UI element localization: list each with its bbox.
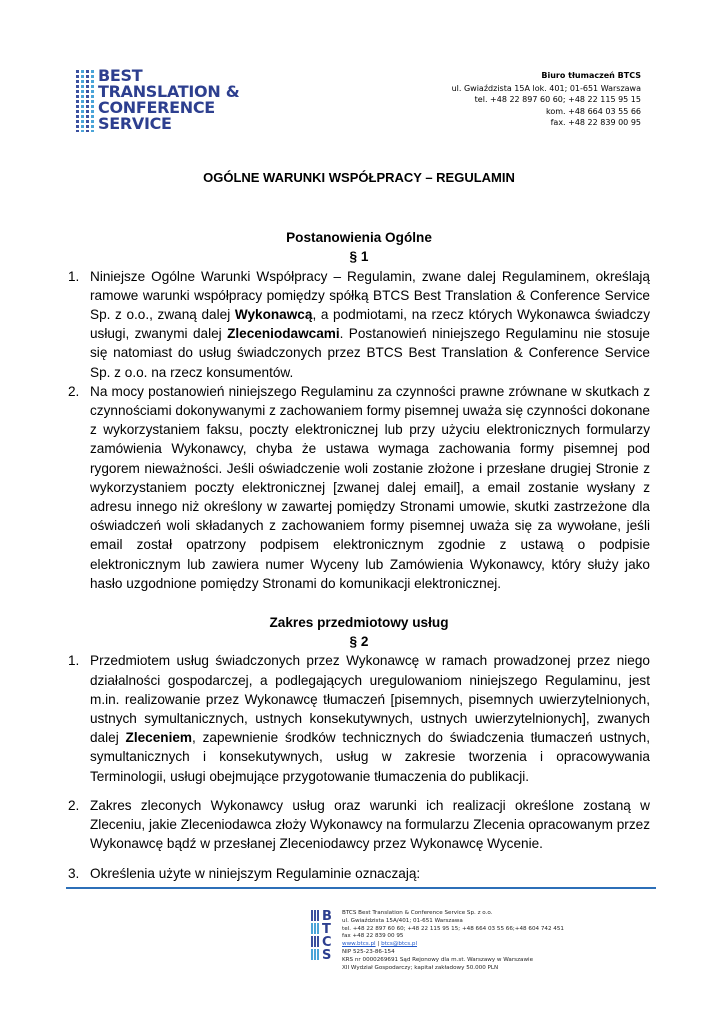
email-link[interactable]: btcs@btcs.pl (381, 941, 418, 948)
item-text: Niniejsze Ogólne Warunki Współpracy – Regulamin, zwane dalej Regulaminem, określają ramowe warunki współpracy pomiędzy spółką BTCS Best Translation & Conference Service Sp. z o.o., zwaną dalej (90, 268, 650, 323)
section-list (68, 651, 650, 882)
defined-term: Zleceniem (125, 730, 193, 746)
footer-fax: fax +48 22 839 00 95 (342, 933, 404, 940)
stripe-icon (311, 923, 319, 934)
section-heading: Postanowienia Ogólne (286, 230, 432, 246)
footer-links (342, 941, 564, 949)
logo-wordmark (98, 68, 239, 132)
office-fax: fax. +48 22 839 00 95 (550, 117, 641, 127)
item-number: 1. (68, 268, 80, 284)
list-item (68, 267, 650, 382)
footer-court: XII Wydział Gospodarczy; kapitał zakładowy 50.000 PLN (342, 964, 499, 971)
footer-address: ul. Gwiaździsta 15A/401; 01-651 Warszawa (342, 917, 463, 924)
logo-letter: C (322, 935, 332, 950)
website-link[interactable]: www.btcs.pl (342, 941, 376, 948)
section-paragraph-number: § 1 (349, 249, 369, 265)
office-mobile: kom. +48 664 03 55 66 (546, 106, 641, 116)
office-contact (452, 70, 641, 128)
office-phone: tel. +48 22 897 60 60; +48 22 115 95 15 (474, 95, 641, 105)
logo-line: BEST (98, 66, 143, 85)
defined-term: Wykonawcą (234, 307, 313, 323)
item-number: 2. (68, 797, 80, 813)
page-footer (311, 910, 564, 972)
item-number: 1. (68, 653, 80, 669)
document-title: OGÓLNE WARUNKI WSPÓŁPRACY – REGULAMIN (203, 170, 515, 185)
document-body (68, 168, 650, 883)
list-item (68, 796, 650, 854)
company-logo (76, 68, 239, 132)
office-name: Biuro tłumaczeń BTCS (541, 71, 641, 80)
stripe-icon (311, 910, 319, 921)
defined-term: Zleceniodawcami (227, 326, 340, 342)
item-text: Przedmiotem usług świadczonych przez Wykonawcę w ramach prowadzonej przez niego działalności gospodarczej, a podlegających uregulowaniom niniejszego Regulaminu, jest m.in. realizowanie przez Wykonawcę tłumaczeń [pisemnych, pisemnych uwierzytelnionych, ustnych symultanicznych, ustnych konsekutywnych, ustnych uwierzytelnionych], zwanych dalej (90, 653, 650, 746)
item-text: . Postanowień niniejszego Regulaminu nie stosuje się natomiast do usług świadczonych przez BTCS Best Translation & Conference Service Sp. z o.o. na rzecz konsumentów. (90, 326, 650, 380)
logo-line: TRANSLATION & (98, 82, 240, 101)
item-number: 2. (68, 383, 80, 399)
logo-line: CONFERENCE (98, 98, 215, 117)
footer-divider (66, 887, 656, 889)
item-text: , a podmiotami, na rzecz których Wykonawca świadczy usługi, zwanymi dalej (90, 307, 650, 342)
link-separator: | (375, 941, 382, 948)
stripe-icon (311, 936, 319, 947)
footer-company-details (342, 910, 564, 972)
stripe-icon (311, 949, 319, 960)
list-item (68, 651, 650, 785)
item-text: Określenia użyte w niniejszym Regulaminie oznaczają: (90, 865, 421, 881)
office-address: ul. Gwiaździsta 15A lok. 401; 01-651 Warszawa (451, 84, 641, 94)
item-text: , zapewnienie środków technicznych do świadczenia tłumaczeń ustnych, symultanicznych i konsekutywnych, usług w zakresie tworzenia i opracowywania Terminologii, usługi obejmujące przygotowanie tłumaczenia do publikacji. (90, 730, 650, 784)
item-text: Zakres zleconych Wykonawcy usług oraz warunki ich realizacji określone zostaną w Zleceniu, jakie Zleceniodawca złoży Wykonawcy na formularzu Zlecenia opracowanym przez Wykonawcę bądź w przesłanej Zleceniodawcy przez Wykonawcę Wycenie. (90, 797, 650, 852)
list-item (68, 382, 650, 593)
footer-logo (311, 910, 332, 972)
footer-phone: tel. +48 22 897 60 60; +48 22 115 95 15; +48 664 03 55 66;+48 604 742 451 (342, 925, 564, 932)
footer-nip: NIP 525-23-86-154 (342, 948, 395, 955)
item-text: Na mocy postanowień niniejszego Regulaminu za czynności prawne zrównane w skutkach z czynnościami dokonywanymi z zachowaniem formy pisemnej uważa się czynności dokonane z wykorzystaniem faksu, poczty elektronicznej lub przy użyciu elektronicznych formularzy zamówienia Wykonawcy, chyba że ustawa wymaga zachowania formy pisemnej pod rygorem nieważności. Jeśli oświadczenie woli zostanie złożone i przesłane drugiej Stronie z wykorzystaniem poczty elektronicznej [zwanej dalej email], a email zostanie wysłany z adresu innego niż określony w zawartej pomiędzy Stronami umowie, skutki zastrzeżone dla oświadczeń woli składanych z zachowaniem formy pisemnej uważa się za wywołane, jeśli email został opatrzony podpisem elektronicznym zgodnie z ustawą o podpisie elektronicznym lub zawiera numer Wyceny lub Zamówienia Wykonawcy, który służy jako hasło uzgodnione pomiędzy Stronami do komunikacji elektronicznej. (90, 383, 650, 591)
logo-letter: B (322, 909, 332, 924)
logo-letter: S (322, 948, 332, 963)
logo-letter: T (322, 922, 331, 937)
logo-stripes-icon (76, 70, 94, 132)
section-paragraph-number: § 2 (349, 634, 369, 650)
footer-company: BTCS Best Translation & Conference Service Sp. z o.o. (342, 910, 493, 916)
section-heading: Zakres przedmiotowy usług (269, 615, 449, 631)
footer-krs: KRS nr 0000269691 Sąd Rejonowy dla m.st. Warszawy w Warszawie (342, 956, 534, 963)
logo-line: SERVICE (98, 114, 172, 133)
list-item (68, 864, 650, 883)
section-list (68, 267, 650, 593)
item-number: 3. (68, 865, 80, 881)
